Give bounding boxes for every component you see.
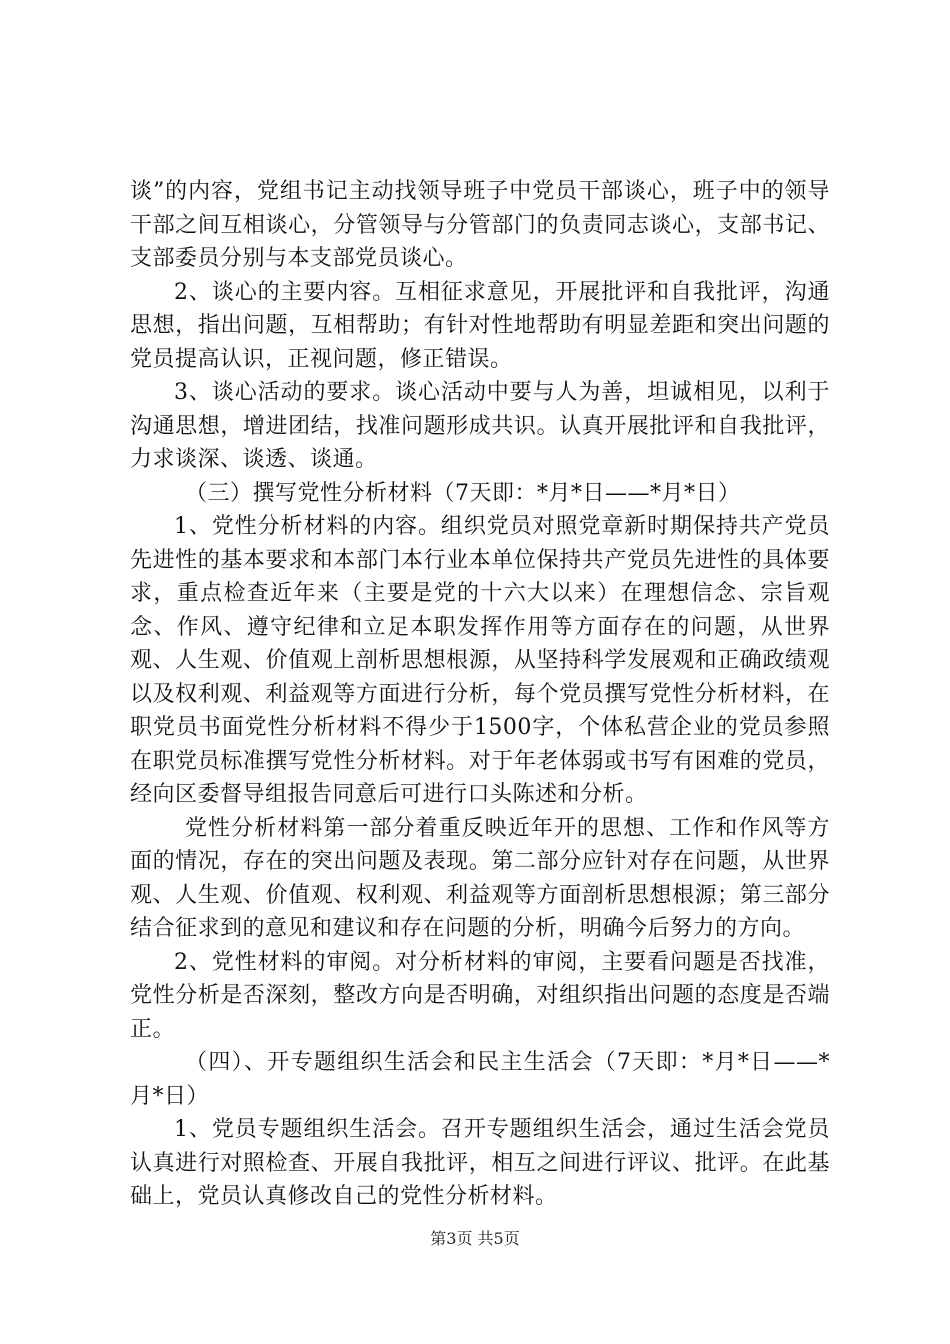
section-heading-3: （三）撰写党性分析材料（7天即：*月*日——*月*日） [185, 480, 741, 506]
paragraph-analysis-structure: 党性分析材料第一部分着重反映近年开的思想、工作和作风等方面的情况，存在的突出问题及表现。第二部分应针对存在问题，从世界观、人生观、价值观、权利观、利益观等方面剖析思想根源；第三部分结合征求到的意见和建议和存在问题的分析，明确今后努力的方向。 [130, 815, 830, 941]
paragraph-analysis-review: 2、党性材料的审阅。对分析材料的审阅，主要看问题是否找准，党性分析是否深刻，整改方向是否明确，对组织指出问题的态度是否端正。 [130, 949, 830, 1042]
paragraph-analysis-content: 1、党性分析材料的内容。组织党员对照党章新时期保持共产党员先进性的基本要求和本部门本行业本单位保持共产党员先进性的具体要求，重点检查近年来（主要是党的十六大以来）在理想信念、宗旨观念、作风、遵守纪律和立足本职发挥作用等方面存在的问题，从世界观、人生观、价值观上剖析思想根源，从坚持科学发展观和正确政绩观以及权利观、利益观等方面进行分析，每个党员撰写党性分析材料，在职党员书面党性分析材料不得少于1500字，个体私营企业的党员参照在职党员标准撰写党性分析材料。对于年老体弱或书写有困难的党员，经向区委督导组报告同意后可进行口头陈述和分析。 [130, 514, 830, 807]
paragraph-party-meeting: 1、党员专题组织生活会。召开专题组织生活会，通过生活会党员认真进行对照检查、开展自我批评，相互之间进行评议、批评。在此基础上，党员认真修改自己的党性分析材料。 [130, 1117, 830, 1209]
page-footer: 第3页 共5页 [430, 1229, 520, 1248]
section-heading-4: （四）、开专题组织生活会和民主生活会（7天即：*月*日——*月*日） [130, 1050, 830, 1109]
document-body [130, 175, 830, 1214]
paragraph-continuation: 谈”的内容，党组书记主动找领导班子中党员干部谈心，班子中的领导干部之间互相谈心，分管领导与分管部门的负责同志谈心，支部书记、支部委员分别与本支部党员谈心。 [130, 179, 830, 271]
paragraph-talk-requirements: 3、谈心活动的要求。谈心活动中要与人为善，坦诚相见，以利于沟通思想，增进团结，找准问题形成共识。认真开展批评和自我批评，力求谈深、谈透、谈通。 [130, 380, 830, 472]
paragraph-talk-content: 2、谈心的主要内容。互相征求意见，开展批评和自我批评，沟通思想，指出问题，互相帮助；有针对性地帮助有明显差距和突出问题的党员提高认识，正视问题，修正错误。 [130, 279, 830, 372]
